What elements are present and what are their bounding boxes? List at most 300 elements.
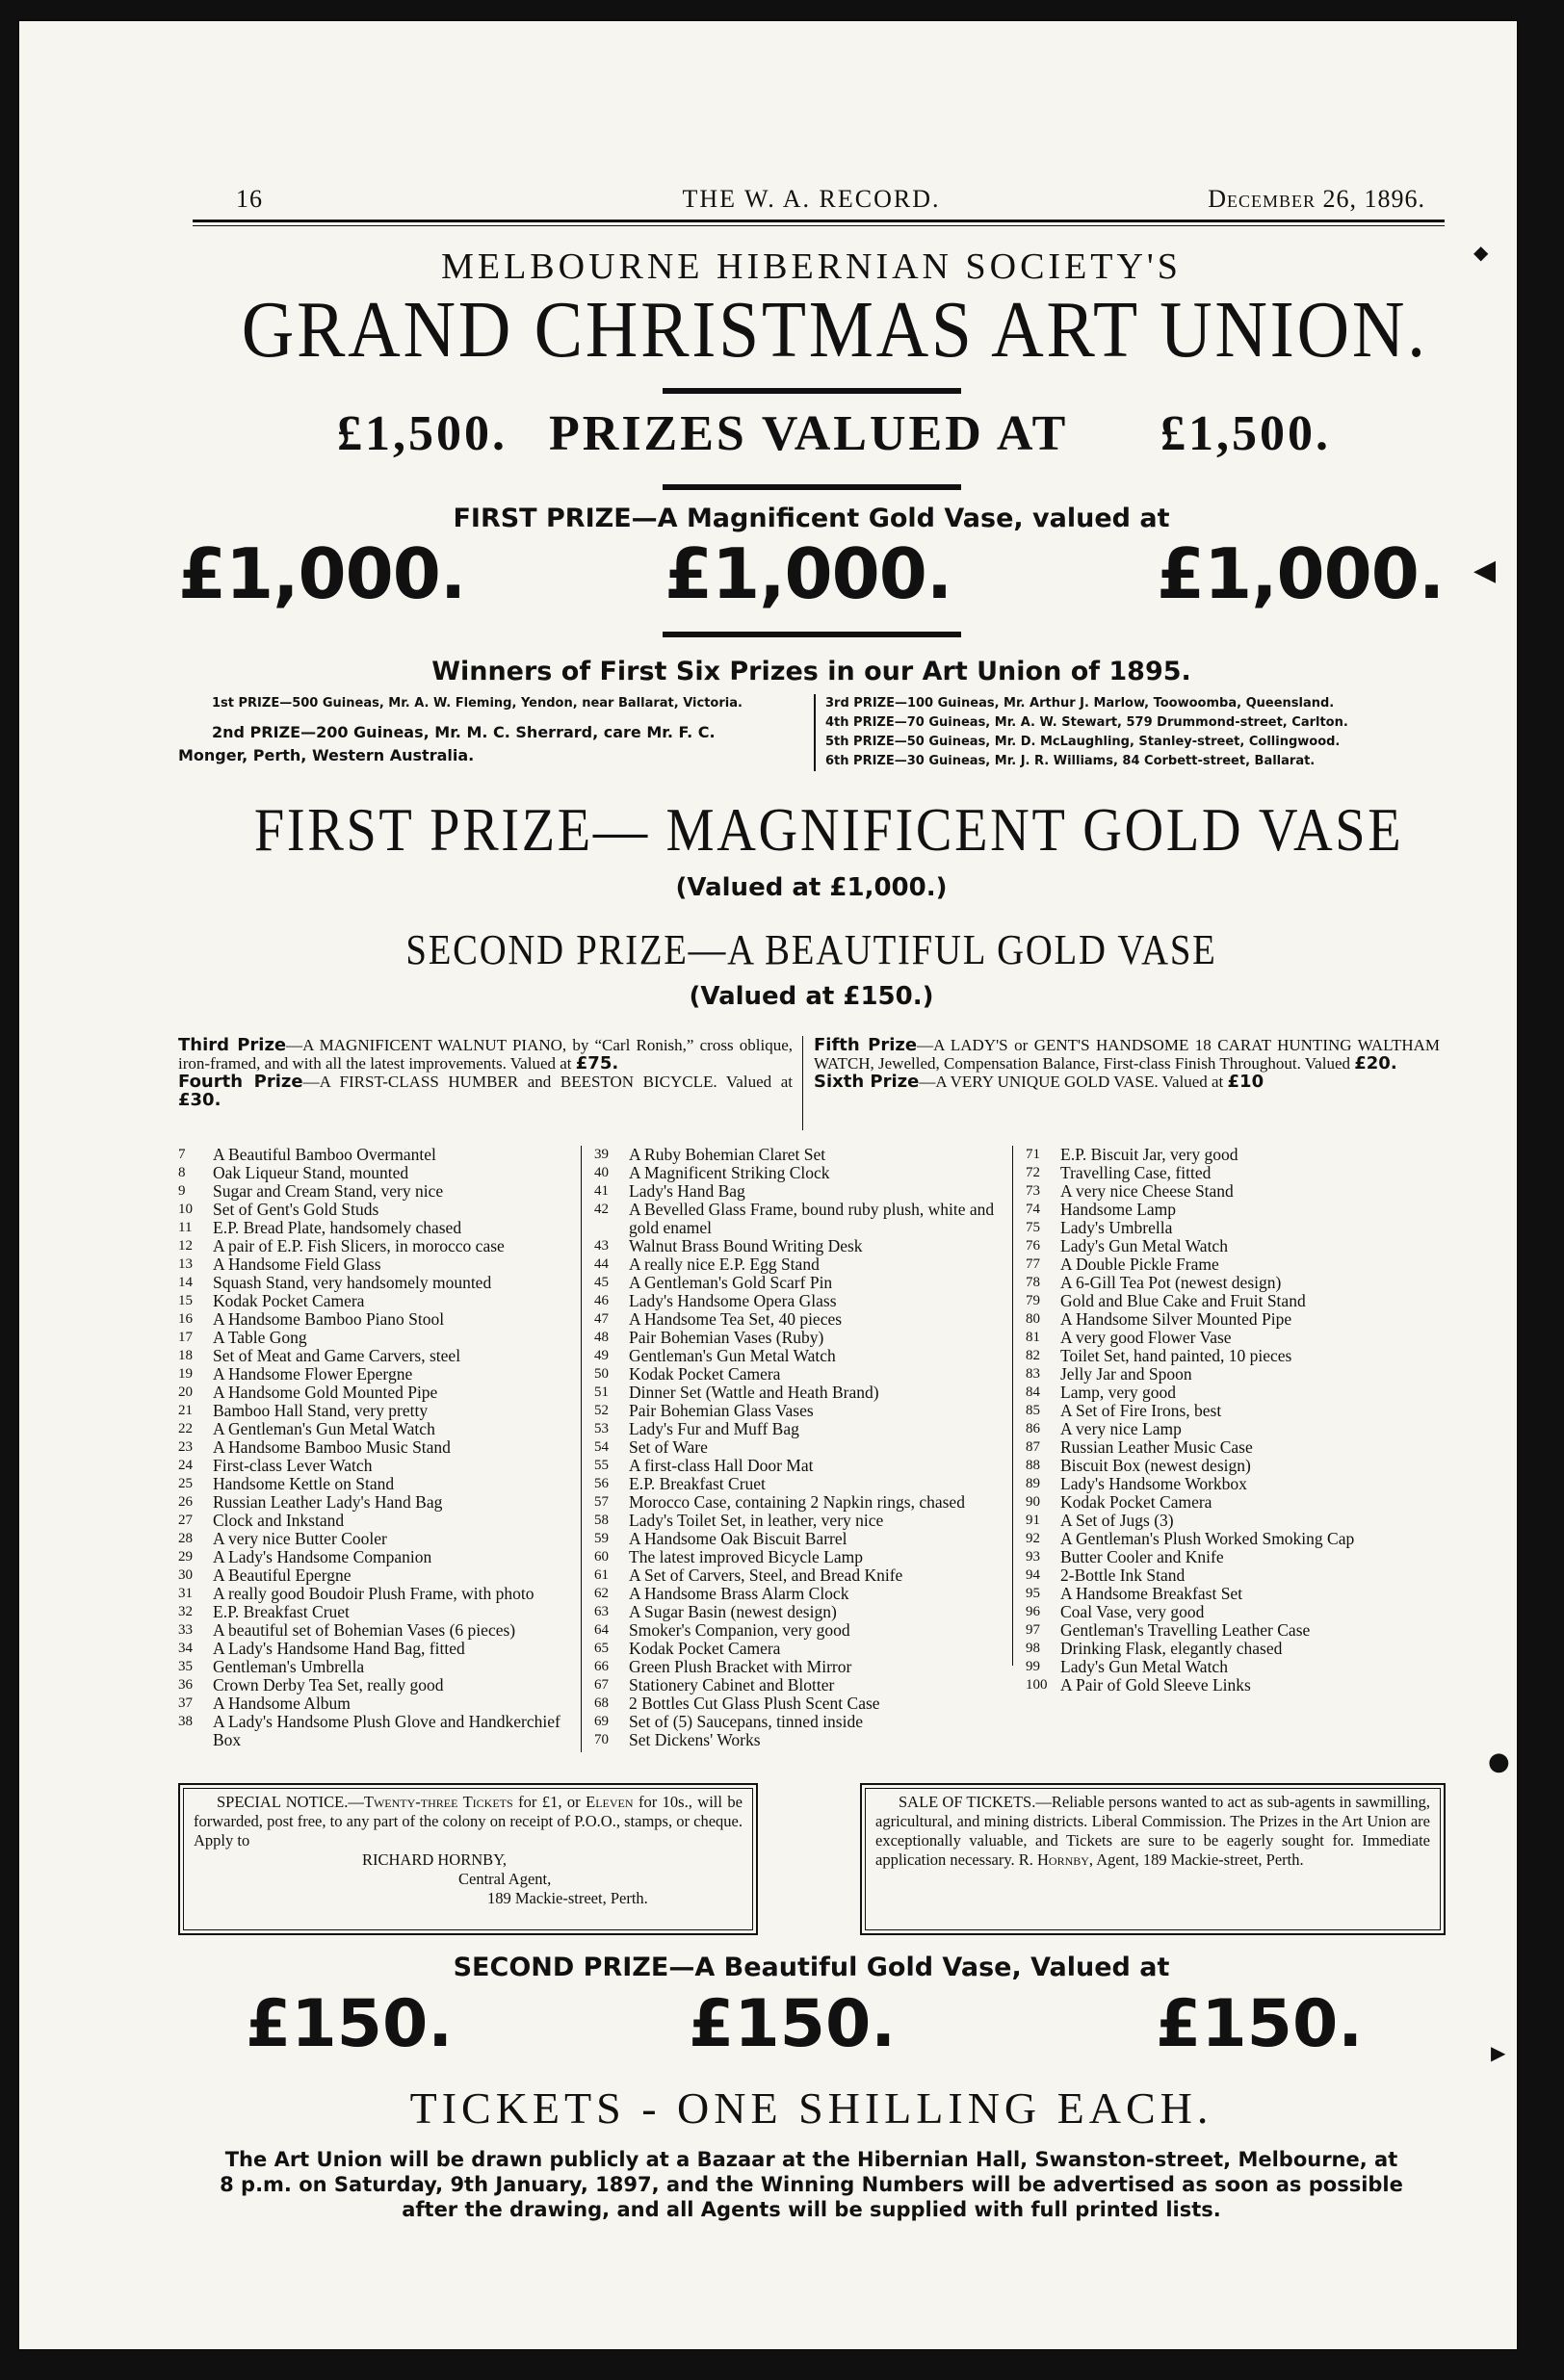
prize-description: A Pair of Gold Sleeve Links — [1060, 1675, 1251, 1694]
prize-description: A Handsome Tea Set, 40 pieces — [629, 1309, 843, 1329]
prize-description: A Gentleman's Gold Scarf Pin — [629, 1273, 833, 1292]
prize-description: A Beautiful Epergne — [213, 1565, 352, 1585]
prize-number: 57 — [594, 1494, 609, 1510]
prize-descriptions — [178, 1036, 1445, 1132]
prize-number: 10 — [178, 1202, 193, 1217]
prize-description: Bamboo Hall Stand, very pretty — [213, 1401, 429, 1420]
prize-description: Coal Vase, very good — [1060, 1602, 1205, 1621]
prize-list-item — [178, 1420, 568, 1438]
winner-1: 1st PRIZE—500 Guineas, Mr. A. W. Fleming, Yendon, near Ballarat, Victoria. — [212, 696, 743, 711]
winners-list — [178, 694, 1445, 794]
prize-number: 93 — [1026, 1549, 1040, 1565]
total-right: £1,500. — [1160, 406, 1331, 461]
prize-list-item — [178, 1146, 568, 1164]
prize-number: 98 — [1026, 1641, 1040, 1656]
fourth-prize — [178, 1073, 793, 1109]
prize-description: Biscuit Box (newest design) — [1060, 1456, 1251, 1475]
prize-description: Gold and Blue Cake and Fruit Stand — [1060, 1291, 1306, 1310]
prize-block-left — [178, 1036, 793, 1109]
prize-number: 75 — [1026, 1220, 1040, 1235]
prize-number: 80 — [1026, 1311, 1040, 1327]
prize-number: 47 — [594, 1311, 609, 1327]
prize-number: 7 — [178, 1147, 186, 1162]
prize-number: 58 — [594, 1513, 609, 1528]
prize-description: Handsome Lamp — [1060, 1200, 1177, 1219]
prize-number: 94 — [1026, 1567, 1040, 1583]
prize-description: Gentleman's Travelling Leather Case — [1060, 1620, 1311, 1640]
prize-description: A first-class Hall Door Mat — [629, 1456, 814, 1475]
prize-list-item — [1026, 1182, 1440, 1201]
prize-list-item — [178, 1512, 568, 1530]
prize-number: 18 — [178, 1348, 193, 1363]
prize-description: A Handsome Oak Biscuit Barrel — [629, 1529, 847, 1548]
prize-description: Set of Ware — [629, 1437, 708, 1457]
prize-list-item — [1026, 1676, 1440, 1694]
prize-description: A beautiful set of Bohemian Vases (6 pieces) — [213, 1620, 516, 1640]
prize-list-item — [178, 1438, 568, 1457]
prize-number: 55 — [594, 1458, 609, 1473]
fifth-prize-amount: £20. — [1354, 1053, 1397, 1074]
prizes-valued-text: PRIZES VALUED AT — [549, 406, 1069, 461]
prize-number: 64 — [594, 1622, 609, 1638]
prize-list-item — [594, 1493, 999, 1512]
prize-number: 49 — [594, 1348, 609, 1363]
special-notice-lead: SPECIAL NOTICE.— — [217, 1793, 364, 1811]
prize-list-item — [594, 1530, 999, 1548]
prize-description: Lady's Handsome Workbox — [1060, 1474, 1247, 1493]
prize-block-right — [814, 1036, 1440, 1091]
sale-notice-body: —Reliable persons wanted to act as sub-agents in sawmilling, agricultural, and mining districts. Liberal Commission. The Prizes in the Art Union are exceptionally valuable, and Tickets are sure to be eagerly sought for. Immediate application necessary. R. — [875, 1793, 1430, 1869]
first-prize-line: FIRST PRIZE—A Magnificent Gold Vase, valued at — [453, 504, 1170, 533]
prize-list-item — [178, 1457, 568, 1475]
edge-mark-icon: ● — [1488, 1747, 1510, 1776]
divider — [663, 388, 961, 394]
prize-description: Morocco Case, containing 2 Napkin rings, chased — [629, 1492, 965, 1512]
prize-list-item — [178, 1603, 568, 1621]
prize-description: A Sugar Basin (newest design) — [629, 1602, 837, 1621]
prize-number: 84 — [1026, 1384, 1040, 1400]
prize-description: Lady's Toilet Set, in leather, very nice — [629, 1511, 884, 1530]
prize-description: Dinner Set (Wattle and Heath Brand) — [629, 1383, 879, 1402]
prize-list-item — [594, 1621, 999, 1640]
prize-list-col-1 — [178, 1146, 568, 1749]
prize-list-item — [1026, 1530, 1440, 1548]
prize-list-item — [178, 1201, 568, 1219]
prize-description: Walnut Brass Bound Writing Desk — [629, 1236, 863, 1255]
prize-description: Lady's Handsome Opera Glass — [629, 1291, 837, 1310]
prize-number: 90 — [1026, 1494, 1040, 1510]
amount-right: £1,000. — [1157, 533, 1445, 614]
advertisement-page — [178, 185, 1445, 2284]
prize-list-item — [1026, 1621, 1440, 1640]
prize-description: Lady's Gun Metal Watch — [1060, 1236, 1228, 1255]
prize-list-item — [178, 1694, 568, 1713]
agent-name: RICHARD HORNBY, — [362, 1850, 508, 1869]
prize-number: 22 — [178, 1421, 193, 1436]
prize-description: Clock and Inkstand — [213, 1511, 345, 1530]
special-notice-body-4: for 10s., will be forwarded, post free, to any part of the colony on receipt of P.O.O., stamps, or cheque. Apply to — [194, 1793, 743, 1850]
prize-number: 12 — [178, 1238, 193, 1254]
prize-number: 60 — [594, 1549, 609, 1565]
prize-list-item — [178, 1329, 568, 1347]
prize-number: 66 — [594, 1659, 609, 1674]
prize-number: 69 — [594, 1714, 609, 1729]
prize-number: 39 — [594, 1147, 609, 1162]
winners-left — [178, 694, 756, 767]
amount-right: £150. — [1156, 1986, 1364, 2062]
prize-description: 2-Bottle Ink Stand — [1060, 1565, 1186, 1585]
header-rule — [193, 220, 1445, 226]
prize-number: 86 — [1026, 1421, 1040, 1436]
prize-description: Set of (5) Saucepans, tinned inside — [629, 1712, 864, 1731]
first-prize-amounts — [178, 533, 1445, 620]
prize-number: 13 — [178, 1256, 193, 1272]
prize-list-col-2 — [594, 1146, 999, 1749]
prize-list-item — [1026, 1219, 1440, 1237]
prize-list-item — [1026, 1475, 1440, 1493]
prize-list-item — [178, 1475, 568, 1493]
prize-list-item — [178, 1566, 568, 1585]
prize-description: A Bevelled Glass Frame, bound ruby plush, white and gold enamel — [629, 1200, 995, 1237]
sale-notice-lead: SALE OF TICKETS. — [899, 1793, 1036, 1811]
tickets-price: TICKETS - ONE SHILLING EACH. — [409, 2083, 1213, 2133]
prize-number: 36 — [178, 1677, 193, 1693]
prize-list-item — [594, 1237, 999, 1255]
prize-number: 51 — [594, 1384, 609, 1400]
prize-number: 17 — [178, 1330, 193, 1345]
prize-number: 81 — [1026, 1330, 1040, 1345]
sale-notice-name: Hornby — [1037, 1850, 1089, 1869]
notices — [178, 1783, 1445, 1937]
issue-date: December 26, 1896. — [1208, 185, 1425, 213]
prize-number: 91 — [1026, 1513, 1040, 1528]
prize-description: Gentleman's Umbrella — [213, 1657, 365, 1676]
prize-description: A Gentleman's Plush Worked Smoking Cap — [1060, 1529, 1355, 1548]
prize-description: A Handsome Bamboo Piano Stool — [213, 1309, 445, 1329]
prize-number: 40 — [594, 1165, 609, 1180]
prize-description: A Handsome Flower Epergne — [213, 1364, 413, 1384]
prize-list-item — [594, 1384, 999, 1402]
prize-description: Russian Leather Music Case — [1060, 1437, 1253, 1457]
prize-number: 15 — [178, 1293, 193, 1308]
prize-description: Kodak Pocket Camera — [629, 1639, 781, 1658]
prize-description: Russian Leather Lady's Hand Bag — [213, 1492, 443, 1512]
prize-description: A Table Gong — [213, 1328, 307, 1347]
prize-list-item — [178, 1621, 568, 1640]
prize-list-item — [178, 1676, 568, 1694]
prize-description: A pair of E.P. Fish Slicers, in morocco case — [213, 1236, 505, 1255]
prize-description: A Handsome Field Glass — [213, 1255, 381, 1274]
prize-description: Pair Bohemian Glass Vases — [629, 1401, 814, 1420]
prize-number: 74 — [1026, 1202, 1040, 1217]
prize-description: A Ruby Bohemian Claret Set — [629, 1145, 826, 1164]
prize-number: 92 — [1026, 1531, 1040, 1546]
prize-number: 76 — [1026, 1238, 1040, 1254]
prize-description: A Set of Jugs (3) — [1060, 1511, 1174, 1530]
prize-number: 61 — [594, 1567, 609, 1583]
prize-list-item — [594, 1310, 999, 1329]
column-rule — [802, 1036, 803, 1130]
prize-number: 100 — [1026, 1677, 1048, 1693]
winner-2: 2nd PRIZE—200 Guineas, Mr. M. C. Sherrard, care Mr. F. C. Monger, Perth, Western Australia. — [178, 723, 716, 764]
prize-number: 54 — [594, 1439, 609, 1455]
prize-list-item — [594, 1365, 999, 1384]
prize-description: Toilet Set, hand painted, 10 pieces — [1060, 1346, 1292, 1365]
prize-number: 72 — [1026, 1165, 1040, 1180]
prize-description: E.P. Breakfast Cruet — [629, 1474, 766, 1493]
prize-list-item — [594, 1164, 999, 1182]
prize-number: 89 — [1026, 1476, 1040, 1491]
prize-number: 14 — [178, 1275, 193, 1290]
prize-list-item — [1026, 1365, 1440, 1384]
prize-list-col-3 — [1026, 1146, 1440, 1694]
prize-description: Sugar and Cream Stand, very nice — [213, 1181, 444, 1201]
prize-number: 65 — [594, 1641, 609, 1656]
prize-number: 38 — [178, 1714, 193, 1729]
prize-number: 26 — [178, 1494, 193, 1510]
prize-list-item — [1026, 1548, 1440, 1566]
prize-list-item — [594, 1420, 999, 1438]
prize-number: 9 — [178, 1183, 186, 1199]
prize-list-item — [594, 1603, 999, 1621]
prize-description: A really good Boudoir Plush Frame, with photo — [213, 1584, 534, 1603]
prize-list-item — [178, 1585, 568, 1603]
sixth-prize-text: —A VERY UNIQUE GOLD VASE. Valued at — [919, 1073, 1228, 1091]
prize-list-item — [1026, 1512, 1440, 1530]
prize-number: 27 — [178, 1513, 193, 1528]
prize-number: 52 — [594, 1403, 609, 1418]
prize-number: 43 — [594, 1238, 609, 1254]
prize-number: 59 — [594, 1531, 609, 1546]
prize-description: A Lady's Handsome Plush Glove and Handkerchief Box — [213, 1712, 560, 1749]
prize-list-item — [1026, 1585, 1440, 1603]
prize-description: A Handsome Bamboo Music Stand — [213, 1437, 451, 1457]
prize-description: Lady's Gun Metal Watch — [1060, 1657, 1228, 1676]
prize-number: 11 — [178, 1220, 193, 1235]
prize-list-item — [1026, 1310, 1440, 1329]
prize-list-item — [594, 1694, 999, 1713]
prize-number: 25 — [178, 1476, 193, 1491]
sixth-prize-label: Sixth Prize — [814, 1072, 920, 1092]
prize-list-item — [178, 1493, 568, 1512]
prize-description: Stationery Cabinet and Blotter — [629, 1675, 835, 1694]
prize-number: 28 — [178, 1531, 193, 1546]
prize-number: 99 — [1026, 1659, 1040, 1674]
prize-description: Pair Bohemian Vases (Ruby) — [629, 1328, 824, 1347]
prize-list-item — [594, 1512, 999, 1530]
prize-description: A Lady's Handsome Companion — [213, 1547, 432, 1566]
prize-list-item — [1026, 1164, 1440, 1182]
edge-mark-icon: ◆ — [1473, 241, 1489, 264]
special-notice-box — [178, 1783, 758, 1935]
prize-description: Lady's Umbrella — [1060, 1218, 1173, 1237]
prize-list-item — [594, 1548, 999, 1566]
page-header — [178, 185, 1445, 220]
prize-description: A Lady's Handsome Hand Bag, fitted — [213, 1639, 465, 1658]
prize-number: 88 — [1026, 1458, 1040, 1473]
prize-list-item — [594, 1201, 999, 1237]
prize-list-item — [1026, 1255, 1440, 1274]
prize-list-item — [178, 1219, 568, 1237]
fifth-prize-text: —A LADY'S or GENT'S HANDSOME 18 CARAT HUNTING WALTHAM WATCH, Jewelled, Compensation Balance, First-class Finish Throughout. Valued — [814, 1036, 1440, 1073]
prize-number: 24 — [178, 1458, 193, 1473]
prize-list-item — [594, 1274, 999, 1292]
third-prize-label: Third Prize — [178, 1035, 287, 1055]
prize-list-item — [178, 1384, 568, 1402]
prize-description: Kodak Pocket Camera — [629, 1364, 781, 1384]
agent-address: 189 Mackie-street, Perth. — [487, 1889, 648, 1907]
prize-description: A Handsome Breakfast Set — [1060, 1584, 1243, 1603]
prize-description: Lady's Hand Bag — [629, 1181, 745, 1201]
prize-list-item — [594, 1731, 999, 1749]
prize-number: 31 — [178, 1586, 193, 1601]
prize-description: Set of Gent's Gold Studs — [213, 1200, 379, 1219]
prize-number: 19 — [178, 1366, 193, 1382]
prize-description: A really nice E.P. Egg Stand — [629, 1255, 820, 1274]
column-rule — [1012, 1146, 1013, 1666]
prize-number: 68 — [594, 1695, 609, 1711]
winners-right — [814, 694, 1451, 771]
prize-number: 85 — [1026, 1403, 1040, 1418]
page-number: 16 — [236, 185, 263, 213]
prize-list-item — [1026, 1146, 1440, 1164]
prize-list-item — [1026, 1402, 1440, 1420]
prize-number: 46 — [594, 1293, 609, 1308]
prize-description: Butter Cooler and Knife — [1060, 1547, 1224, 1566]
prize-description: Jelly Jar and Spoon — [1060, 1364, 1192, 1384]
prize-description: E.P. Biscuit Jar, very good — [1060, 1145, 1238, 1164]
prize-list-item — [594, 1676, 999, 1694]
third-prize-amount: £75. — [575, 1053, 619, 1074]
prize-description: Travelling Case, fitted — [1060, 1163, 1212, 1182]
prize-list-item — [1026, 1237, 1440, 1255]
prize-number: 83 — [1026, 1366, 1040, 1382]
prize-number: 41 — [594, 1183, 609, 1199]
prize-list-item — [1026, 1420, 1440, 1438]
special-notice-body-3: Eleven — [586, 1793, 634, 1811]
prize-list — [178, 1146, 1445, 1762]
prize-number: 35 — [178, 1659, 193, 1674]
prize-description: Green Plush Bracket with Mirror — [629, 1657, 852, 1676]
prize-number: 42 — [594, 1202, 609, 1217]
prize-description: A Double Pickle Frame — [1060, 1255, 1219, 1274]
prize-number: 70 — [594, 1732, 609, 1747]
prize-list-item — [594, 1292, 999, 1310]
prize-number: 82 — [1026, 1348, 1040, 1363]
prize-number: 77 — [1026, 1256, 1040, 1272]
fifth-prize-label: Fifth Prize — [814, 1035, 918, 1055]
prize-number: 53 — [594, 1421, 609, 1436]
special-notice-body-1: Twenty-three Tickets — [363, 1793, 513, 1811]
prize-list-item — [1026, 1274, 1440, 1292]
prize-number: 21 — [178, 1403, 193, 1418]
prize-list-item — [1026, 1292, 1440, 1310]
prize-list-item — [1026, 1658, 1440, 1676]
prize-number: 23 — [178, 1439, 193, 1455]
prize-list-item — [594, 1347, 999, 1365]
sixth-prize — [814, 1073, 1440, 1091]
second-prize-valued: (Valued at £150.) — [689, 982, 934, 1011]
winners-title: Winners of First Six Prizes in our Art Union of 1895. — [431, 657, 1191, 686]
prize-list-item — [594, 1658, 999, 1676]
sale-notice-tail: , Agent, 189 Mackie-street, Perth. — [1088, 1850, 1304, 1869]
prize-description: A 6-Gill Tea Pot (newest design) — [1060, 1273, 1282, 1292]
prize-description: A Set of Fire Irons, best — [1060, 1401, 1222, 1420]
sixth-prize-amount: £10 — [1227, 1072, 1264, 1092]
prize-description: Handsome Kettle on Stand — [213, 1474, 395, 1493]
fourth-prize-text: —A FIRST-CLASS HUMBER and BEESTON BICYCLE. Valued at — [302, 1073, 793, 1091]
prize-number: 96 — [1026, 1604, 1040, 1619]
special-notice-body-2: for £1, or — [512, 1793, 586, 1811]
prize-description: Lamp, very good — [1060, 1383, 1177, 1402]
prize-list-item — [594, 1438, 999, 1457]
prize-number: 37 — [178, 1695, 193, 1711]
prize-list-item — [178, 1658, 568, 1676]
edge-mark-icon: ◀ — [1473, 554, 1497, 587]
prize-description: 2 Bottles Cut Glass Plush Scent Case — [629, 1694, 880, 1713]
prize-list-item — [1026, 1566, 1440, 1585]
special-notice-text — [194, 1793, 743, 1850]
prize-number: 67 — [594, 1677, 609, 1693]
prize-list-item — [178, 1310, 568, 1329]
first-prize-valued: (Valued at £1,000.) — [675, 873, 948, 902]
prize-description: A Set of Carvers, Steel, and Bread Knife — [629, 1565, 903, 1585]
prize-description: Smoker's Companion, very good — [629, 1620, 850, 1640]
winner-4: 4th PRIZE—70 Guineas, Mr. A. W. Stewart, 579 Drummond-street, Carlton. — [825, 715, 1348, 730]
prize-list-item — [178, 1530, 568, 1548]
prize-number: 20 — [178, 1384, 193, 1400]
agent-role: Central Agent, — [458, 1870, 552, 1888]
prize-list-item — [1026, 1493, 1440, 1512]
third-prize — [178, 1036, 793, 1073]
second-prize-heading: SECOND PRIZE—A BEAUTIFUL GOLD VASE — [405, 926, 1217, 973]
prize-description: A Handsome Brass Alarm Clock — [629, 1584, 849, 1603]
prize-number: 63 — [594, 1604, 609, 1619]
prize-list-item — [594, 1475, 999, 1493]
prize-number: 44 — [594, 1256, 609, 1272]
sale-notice-box — [860, 1783, 1446, 1935]
prize-description: First-class Lever Watch — [213, 1456, 373, 1475]
masthead: THE W. A. RECORD. — [682, 185, 941, 213]
amount-center: £150. — [689, 1986, 897, 2062]
prize-list-item — [594, 1402, 999, 1420]
prize-list-item — [594, 1713, 999, 1731]
winner-6: 6th PRIZE—30 Guineas, Mr. J. R. Williams, 84 Corbett-street, Ballarat. — [825, 754, 1316, 768]
prize-description: The latest improved Bicycle Lamp — [629, 1547, 863, 1566]
prize-list-item — [178, 1640, 568, 1658]
divider — [663, 632, 961, 637]
prize-list-item — [594, 1640, 999, 1658]
prize-list-item — [594, 1585, 999, 1603]
prize-list-item — [178, 1292, 568, 1310]
prize-description: Lady's Fur and Muff Bag — [629, 1419, 799, 1438]
prize-list-item — [594, 1566, 999, 1585]
prize-description: Set of Meat and Game Carvers, steel — [213, 1346, 461, 1365]
drawing-notice: The Art Union will be drawn publicly at a Bazaar at the Hibernian Hall, Swanston-street, Melbourne, at 8 p.m. on Saturday, 9th January, 1897, and the Winning Numbers will be advertised as soon as possible after the drawing, and all Agents will be supplied with full printed lists. — [220, 2148, 1403, 2221]
prize-number: 45 — [594, 1275, 609, 1290]
prize-number: 50 — [594, 1366, 609, 1382]
prize-list-item — [1026, 1201, 1440, 1219]
prize-description: Squash Stand, very handsomely mounted — [213, 1273, 492, 1292]
main-title: GRAND CHRISTMAS ART UNION. — [241, 285, 1428, 375]
prize-description: E.P. Bread Plate, handsomely chased — [213, 1218, 462, 1237]
prize-number: 32 — [178, 1604, 193, 1619]
prize-list-item — [1026, 1457, 1440, 1475]
prize-number: 48 — [594, 1330, 609, 1345]
column-rule — [581, 1146, 582, 1752]
prize-number: 34 — [178, 1641, 193, 1656]
prize-number: 78 — [1026, 1275, 1040, 1290]
